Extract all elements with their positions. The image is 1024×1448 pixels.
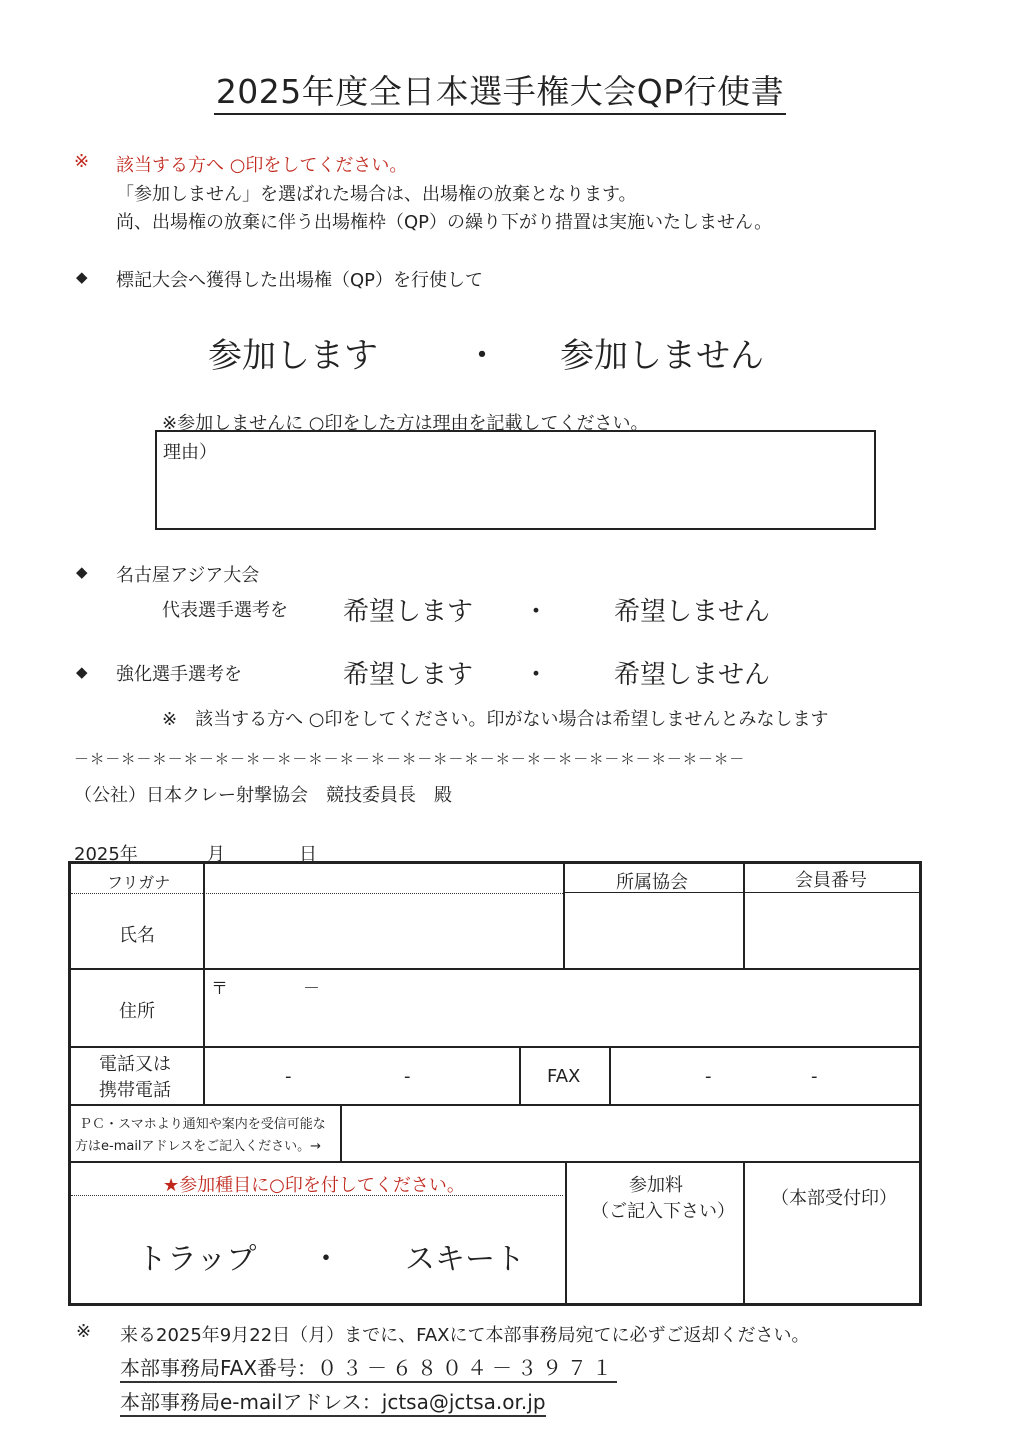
asia-option-no-wish[interactable]: 希望しません xyxy=(614,597,771,627)
notice-line-1: 該当する方へ ○印をしてください。 xyxy=(116,155,408,176)
event-separator: ・ xyxy=(311,1242,341,1277)
application-form-table xyxy=(68,861,922,1306)
option-participate[interactable]: 参加します xyxy=(208,336,378,376)
section3-note: ※ 該当する方へ ○印をしてください。印がない場合は希望しませんとみなします xyxy=(162,709,829,730)
email-note-line1: ＰＣ・スマホより通知や案内を受信可能な xyxy=(79,1117,326,1132)
postal-dash: － xyxy=(303,979,320,999)
fax-number: ０３－６８０４－３９７１ xyxy=(317,1356,618,1380)
footer-fax xyxy=(120,1352,617,1381)
bullet-diamond: ◆ xyxy=(76,563,88,581)
strengthen-option-wish[interactable]: 希望します xyxy=(343,660,474,690)
phone-dash-2: - xyxy=(404,1066,411,1087)
affiliation-field[interactable] xyxy=(567,896,741,966)
email-address[interactable]: jctsa@jctsa.or.jp xyxy=(381,1390,546,1414)
notice-line-3: 尚、出場権の放棄に伴う出場権枠（QP）の繰り下がり措置は実施いたしません。 xyxy=(116,212,773,233)
section2-heading: 名古屋アジア大会 xyxy=(116,565,260,586)
stamp-label: （本部受付印） xyxy=(771,1188,897,1209)
fax-dash-2: - xyxy=(811,1066,818,1087)
reason-label: 理由） xyxy=(163,442,217,463)
cut-line-divider: －＊－＊－＊－＊－＊－＊－＊－＊－＊－＊－＊－＊－＊－＊－＊－＊－＊－＊－＊－＊－＊－ xyxy=(74,750,745,768)
section1-heading: 標記大会へ獲得した出場権（QP）を行使して xyxy=(116,270,484,291)
affiliation-label: 所属協会 xyxy=(616,872,688,893)
phone-field[interactable] xyxy=(207,1048,517,1102)
reason-note: ※参加しませんに ○印をした方は理由を記載してください。 xyxy=(162,413,649,434)
fax-dash-1: - xyxy=(705,1066,712,1087)
phone-dash-1: - xyxy=(285,1066,292,1087)
option-not-participate[interactable]: 参加しません xyxy=(560,336,764,376)
address-field[interactable] xyxy=(207,970,919,1044)
fax-number-label: 本部事務局FAX番号： xyxy=(120,1356,318,1380)
footer-mark: ※ xyxy=(76,1321,92,1342)
member-no-label: 会員番号 xyxy=(795,870,867,891)
option-separator: ・ xyxy=(465,336,499,376)
option-separator: ・ xyxy=(523,660,550,690)
date-year: 2025年 xyxy=(74,844,138,865)
fee-label-line2: （ご記入下さい） xyxy=(591,1201,735,1222)
section3-heading: 強化選手選考を xyxy=(116,664,242,685)
fee-label-line1: 参加料 xyxy=(629,1175,683,1196)
option-separator: ・ xyxy=(523,597,550,627)
reason-field[interactable] xyxy=(155,430,876,530)
event-skeet[interactable]: スキート xyxy=(405,1242,525,1277)
phone-label-line2: 携帯電話 xyxy=(99,1080,171,1101)
footer-email xyxy=(120,1386,546,1415)
email-address-label: 本部事務局e-mailアドレス： xyxy=(120,1390,382,1414)
email-field[interactable] xyxy=(344,1107,919,1159)
addressee: （公社）日本クレー射撃協会 競技委員長 殿 xyxy=(74,785,452,806)
bullet-diamond: ◆ xyxy=(76,663,88,681)
footer-deadline: 来る2025年9月22日（月）までに、FAXにて本部事務局宛てに必ずご返却ください。 xyxy=(120,1325,810,1346)
email-note-line2: 方はe-mailアドレスをご記入ください。→ xyxy=(75,1139,322,1154)
date-month: 月 xyxy=(207,844,225,865)
notice-mark: ※ xyxy=(74,151,90,172)
event-trap[interactable]: トラップ xyxy=(137,1242,257,1277)
name-field[interactable] xyxy=(207,896,561,966)
section2-sub: 代表選手選考を xyxy=(162,600,288,621)
notice-line-2: 「参加しません」を選ばれた場合は、出場権の放棄となります。 xyxy=(116,184,637,205)
bullet-diamond: ◆ xyxy=(76,268,88,286)
page-title: 2025年度全日本選手権大会QP行使書 xyxy=(0,66,1000,113)
fax-label: FAX xyxy=(547,1066,581,1087)
name-label: 氏名 xyxy=(119,925,155,946)
date-day: 日 xyxy=(299,844,317,865)
strengthen-option-no-wish[interactable]: 希望しません xyxy=(614,660,771,690)
asia-option-wish[interactable]: 希望します xyxy=(343,597,474,627)
postal-mark: 〒 xyxy=(211,979,228,999)
fee-field[interactable] xyxy=(569,1224,741,1304)
address-label: 住所 xyxy=(119,1001,155,1022)
phone-label-line1: 電話又は xyxy=(99,1054,171,1075)
member-no-field[interactable] xyxy=(747,896,919,966)
event-note: ★参加種目に○印を付してください。 xyxy=(163,1175,465,1196)
furigana-field[interactable] xyxy=(207,865,561,891)
furigana-label: フリガナ xyxy=(107,873,171,892)
fax-field[interactable] xyxy=(613,1048,919,1102)
